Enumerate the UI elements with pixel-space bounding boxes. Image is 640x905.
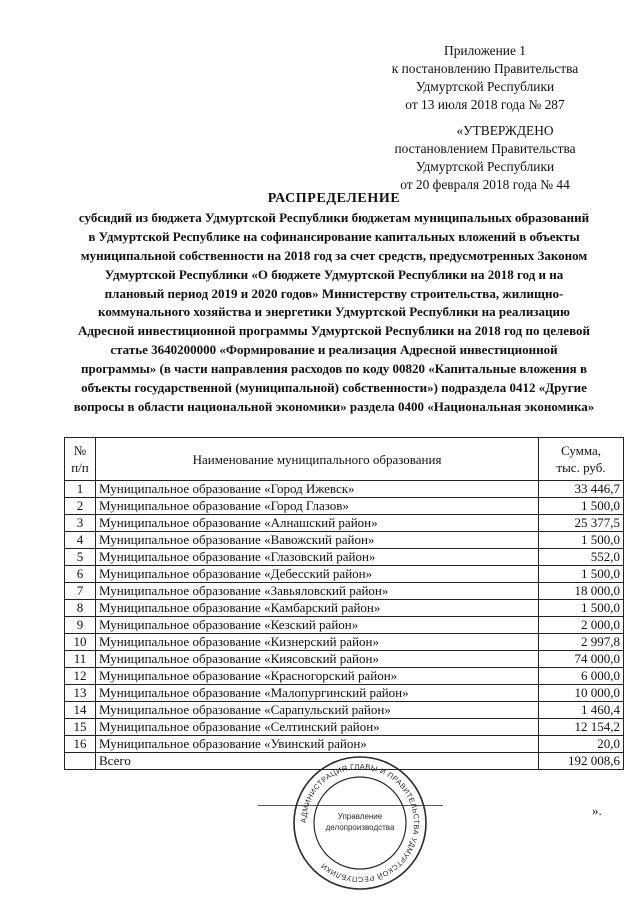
appendix-line: Приложение 1 [444,43,526,58]
row-sum: 25 377,5 [539,515,624,532]
header-sum-line: тыс. руб. [556,460,606,475]
row-sum: 20,0 [539,736,624,753]
row-sum: 2 997,8 [539,634,624,651]
row-name: Муниципальное образование «Город Ижевск» [96,481,539,498]
row-sum: 74 000,0 [539,651,624,668]
stamp-ring-textpath: АДМИНИСТРАЦИЯ ГЛАВЫ И ПРАВИТЕЛЬСТВА УДМУРТСКОЙ РЕСПУБЛИКИ [298,761,422,885]
row-name: Муниципальное образование «Дебесский район» [96,566,539,583]
row-sum: 33 446,7 [539,481,624,498]
row-name: Муниципальное образование «Кизнерский район» [96,634,539,651]
heading-line: Удмуртской Республики «О бюджете Удмуртской Республики на 2018 год и на [104,266,564,282]
appendix-block [360,42,610,114]
row-number: 3 [65,515,96,532]
approval-line: постановлением Правительства [394,141,576,156]
table-row [65,702,624,719]
heading-line: статье 3640200000 «Формирование и реализация Адресной инвестиционной [110,342,558,358]
row-name: Муниципальное образование «Кезский район» [96,617,539,634]
row-name: Муниципальное образование «Алнашский район» [96,515,539,532]
row-name: Муниципальное образование «Вавожский район» [96,532,539,549]
heading-line: коммунального хозяйства и энергетики Удмуртской Республики на реализацию [98,304,570,320]
total-number [65,753,96,770]
heading-line: муниципальной собственности на 2018 год за счет средств, предусмотренных Законом [80,247,588,263]
header-sum-line: Сумма, [560,443,602,458]
row-sum: 18 000,0 [539,583,624,600]
total-sum: 192 008,6 [539,753,624,770]
row-number: 5 [65,549,96,566]
header-sum [539,438,624,481]
row-number: 11 [65,651,96,668]
table-row [65,600,624,617]
row-name: Муниципальное образование «Завьяловский район» [96,583,539,600]
subsidy-table [64,437,624,770]
table-row [65,736,624,753]
row-sum: 1 500,0 [539,566,624,583]
table-row [65,685,624,702]
row-number: 8 [65,600,96,617]
approval-line: Удмуртской Республики [415,159,555,174]
header-number-line: п/п [71,460,89,475]
stamp-center-line: делопроизводства [325,823,395,832]
approval-line: «УТВЕРЖДЕНО [456,123,554,138]
row-name: Муниципальное образование «Киясовский район» [96,651,539,668]
row-sum: 10 000,0 [539,685,624,702]
row-number: 14 [65,702,96,719]
row-number: 12 [65,668,96,685]
heading-line: программы» (в части направления расходов по коду 00820 «Капитальные вложения в [81,361,587,377]
heading-line: Адресной инвестиционной программы Удмуртской Республики на 2018 год по целевой [77,323,590,339]
header-number [65,438,96,481]
stamp-center-line: Управление [337,812,383,821]
header-name: Наименование муниципального образования [96,438,539,481]
appendix-line: к постановлению Правительства [391,61,579,76]
row-number: 2 [65,498,96,515]
table-row [65,719,624,736]
row-sum: 1 500,0 [539,532,624,549]
heading-line: в Удмуртской Республике на софинансирование капитальных вложений в объекты [88,228,580,244]
row-number: 7 [65,583,96,600]
row-name: Муниципальное образование «Селтинский район» [96,719,539,736]
row-number: 16 [65,736,96,753]
row-number: 1 [65,481,96,498]
row-number: 13 [65,685,96,702]
document-title: РАСПРЕДЕЛЕНИЕ [267,191,401,206]
row-sum: 2 000,0 [539,617,624,634]
table-header-row [65,438,624,481]
row-number: 10 [65,634,96,651]
table-row [65,481,624,498]
table-row [65,549,624,566]
row-name: Муниципальное образование «Увинский район» [96,736,539,753]
row-sum: 12 154,2 [539,719,624,736]
table-row [65,532,624,549]
row-sum: 1 500,0 [539,600,624,617]
row-sum: 6 000,0 [539,668,624,685]
row-name: Муниципальное образование «Город Глазов» [96,498,539,515]
row-number: 9 [65,617,96,634]
row-number: 6 [65,566,96,583]
heading-line: объекты государственной (муниципальной) собственности») подраздела 0412 «Другие [81,380,587,396]
heading-line: вопросы в области национальной экономики» раздела 0400 «Национальная экономика» [73,398,595,414]
table-row [65,617,624,634]
row-name: Муниципальное образование «Малопургинский район» [96,685,539,702]
table-row [65,668,624,685]
heading-line: субсидий из бюджета Удмуртской Республики бюджетам муниципальных образований [78,209,590,225]
table-row [65,566,624,583]
row-name: Муниципальное образование «Глазовский район» [96,549,539,566]
header-number-line: № [73,443,87,458]
table-row [65,583,624,600]
heading-line: плановый период 2019 и 2020 годов» Министерству строительства, жилищно- [104,285,564,301]
approval-line: от 20 февраля 2018 года № 44 [400,177,570,192]
row-sum: 552,0 [539,549,624,566]
row-sum: 1 460,4 [539,702,624,719]
appendix-line: Удмуртской Республики [415,79,555,94]
row-number: 4 [65,532,96,549]
table-row [65,498,624,515]
table-row [65,515,624,532]
row-number: 15 [65,719,96,736]
document-heading [60,190,608,417]
approval-block [360,122,610,194]
official-stamp-icon [292,755,428,891]
row-name: Муниципальное образование «Камбарский район» [96,600,539,617]
total-label: Всего [96,753,539,770]
table-row [65,651,624,668]
row-name: Муниципальное образование «Красногорский район» [96,668,539,685]
appendix-line: от 13 июля 2018 года № 287 [405,97,565,112]
table-row [65,634,624,651]
row-sum: 1 500,0 [539,498,624,515]
closing-quote: ». [592,803,602,818]
row-name: Муниципальное образование «Сарапульский район» [96,702,539,719]
